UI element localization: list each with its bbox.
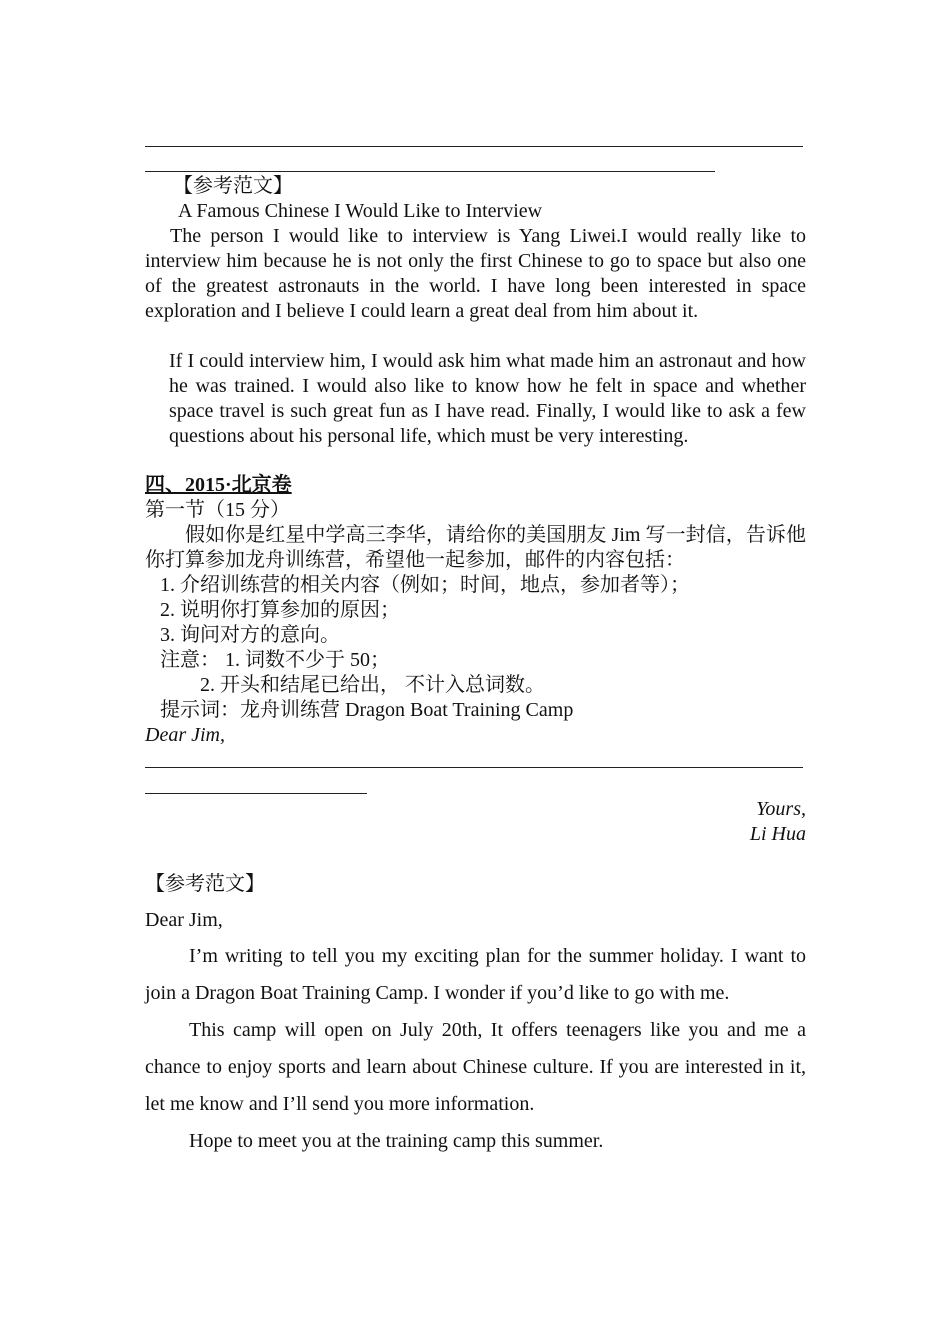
writing-line	[145, 793, 367, 794]
task-item: 3. 询问对方的意向。	[160, 624, 340, 646]
writing-line	[145, 767, 803, 768]
sample-paragraph: This camp will open on July 20th, It offers teenagers like you and me a chance to enjoy sports and learn about Chinese culture. If you are interested in it, let me know and I’ll send you more information.	[145, 1019, 806, 1115]
reference-label: 【参考范文】	[173, 175, 293, 197]
task-item: 1. 介绍训练营的相关内容（例如；时间，地点，参加者等）；	[160, 574, 690, 596]
essay-title: A Famous Chinese I Would Like to Interview	[178, 200, 543, 222]
part-label: 第一节（15 分）	[145, 499, 290, 521]
writing-line	[145, 146, 803, 147]
hint-line: 提示词：龙舟训练营 Dragon Boat Training Camp	[160, 699, 574, 721]
task-prompt: 假如你是红星中学高三李华，请给你的美国朋友 Jim 写一封信，告诉他你打算参加龙舟训练营，希望他一起参加，邮件的内容包括：	[145, 524, 806, 571]
writing-line	[145, 171, 715, 172]
note-line: 注意： 1. 词数不少于 50；	[160, 649, 390, 671]
essay-paragraph: If I could interview him, I would ask him what made him an astronaut and how he was trained. I would also like to know how he felt in space and whether space travel is such great fun as I have read. Finally, I would like to ask a few questions about his personal life, which must be very interesting.	[169, 350, 806, 447]
section-heading: 四、2015·北京卷	[145, 474, 292, 496]
note-line: 2. 开头和结尾已给出， 不计入总词数。	[200, 674, 545, 696]
sample-paragraph: Hope to meet you at the training camp this summer.	[189, 1130, 604, 1152]
letter-closing: Yours,	[756, 798, 806, 820]
task-item: 2. 说明你打算参加的原因；	[160, 599, 400, 621]
essay-paragraph: The person I would like to interview is Yang Liwei.I would really like to interview him because he is not only the first Chinese to go to space but also one of the greatest astronauts in the world. I have long been interested in space exploration and I believe I could learn a great deal from him about it.	[145, 225, 806, 322]
letter-signature: Li Hua	[749, 823, 806, 845]
sample-salutation: Dear Jim,	[145, 909, 223, 931]
sample-letter-body	[145, 938, 806, 1160]
reference-label: 【参考范文】	[145, 873, 265, 895]
letter-salutation: Dear Jim,	[145, 724, 225, 746]
sample-paragraph: I’m writing to tell you my exciting plan for the summer holiday. I want to join a Dragon Boat Training Camp. I wonder if you’d like to go with me.	[145, 945, 806, 1004]
